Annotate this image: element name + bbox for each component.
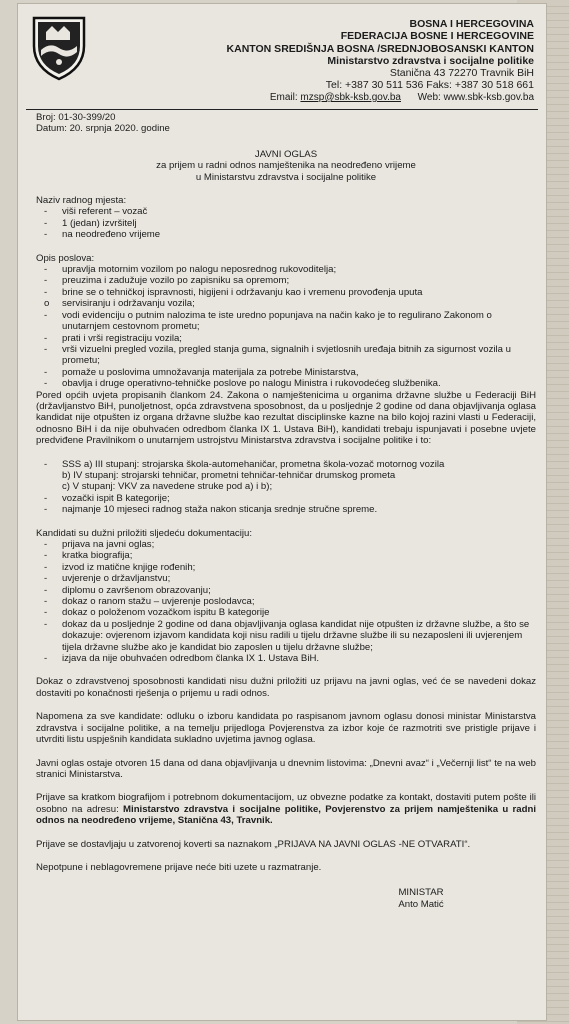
position-list bbox=[36, 206, 536, 240]
conditions-list bbox=[36, 459, 536, 516]
list-item: - 1 (jedan) izvršitelj bbox=[44, 217, 137, 229]
reference-number: Broj: 01-30-399/20 bbox=[36, 112, 116, 123]
incomplete-paragraph: Nepotpune i neblagovremene prijave neće biti uzete u razmatranje. bbox=[36, 861, 322, 873]
list-item: - najmanje 10 mjeseci radnog staža nakon sticanja srednje stručne spreme. bbox=[44, 504, 378, 516]
list-item: - pomaže u poslovima umnožavanja materijala za potrebe Ministarstva, bbox=[44, 366, 359, 378]
list-item: - vodi evidenciju o putnim nalozima te iste uredno popunjava na način kako je to regulirano Zakonom o unutarnjem cestovnom prometu; bbox=[44, 309, 492, 333]
header-line-phone: Tel: +387 30 511 536 Faks: +387 30 518 661 bbox=[325, 79, 534, 92]
duties-section bbox=[36, 253, 536, 390]
documents-label: Kandidati su dužni priložiti sljedeću dokumentaciju: bbox=[36, 527, 252, 539]
list-item: - izjava da nije obuhvaćen odredbom članka IX 1. Ustava BiH. bbox=[44, 653, 320, 665]
list-item: - obavlja i druge operativno-tehničke poslove po nalogu Ministra i rukovodećeg službenika. bbox=[44, 378, 441, 390]
header-line-country: BOSNA I HERCEGOVINA bbox=[409, 18, 534, 30]
list-item: - dokaz o ranom stažu – uvjerenje poslodavca; bbox=[44, 596, 255, 608]
list-item: - upravlja motornim vozilom po nalogu neposrednog rukovoditelja; bbox=[44, 264, 337, 276]
list-item: - dokaz o položenom vozačkom ispitu B kategorije bbox=[44, 607, 270, 619]
signature-title: MINISTAR bbox=[398, 887, 444, 899]
list-item: - vrši vizuelni pregled vozila, pregled stanja guma, signalnih i svjetlosnih uređaja bitnih za sigurnost vozila u prometu; bbox=[44, 343, 512, 367]
list-item: - prati i vrši registraciju vozila; bbox=[44, 332, 182, 344]
duties-list bbox=[36, 264, 536, 389]
conditions-intro: Pored općih uvjeta propisanih člankom 24. Zakona o namještenicima u organima državne službe u Federaciji BiH (državljanstvo BiH, punoljetnost, opća zdravstvena sposobnost, da u posljednje 2 godine od dana objavljivanja oglasa kandidat nije otpušten iz organa državne službe kao rezultat disciplinske kazne na bilo kojoj razini vlasti u Federaciji, odnosno BiH i da nije obuhvaćen odredbom članka IX 1. Ustava BiH), kandidati trebaju ispunjavati i posebne uvjete predviđene Pravilnikom o unutarnjem ustrojstvu Ministarstva zdravstva i socijalne politike i to: bbox=[36, 389, 536, 447]
header-contact-line bbox=[227, 92, 534, 104]
list-item: - brine se o tehničkoj ispravnosti, higijeni i održavanju kao i vremenu provođenja uputa bbox=[44, 286, 423, 298]
letterhead bbox=[18, 4, 546, 106]
signature-name: Anto Matić bbox=[398, 898, 444, 910]
email-link[interactable]: mzsp@sbk-ksb.gov.ba bbox=[300, 91, 401, 103]
list-item: - viši referent – vozač bbox=[44, 206, 148, 218]
reference-date: Datum: 20. srpnja 2020. godine bbox=[36, 123, 170, 135]
list-item: o servisiranju i održavanju vozila; bbox=[44, 298, 195, 310]
position-label: Naziv radnog mjesta: bbox=[36, 195, 127, 207]
envelope-paragraph: Prijave se dostavljaju u zatvorenoj koverti sa naznakom „PRIJAVA NA JAVNI OGLAS -NE OTVARATI“. bbox=[36, 838, 471, 850]
notice-title bbox=[36, 149, 536, 183]
list-item: - izvod iz matične knjige rođenih; bbox=[44, 561, 196, 573]
list-item: c) V stupanj: VKV za navedene struke pod a) i b); bbox=[62, 481, 273, 493]
email-label: Email: bbox=[269, 91, 298, 103]
submission-address: Ministarstvo zdravstva i socijalne politike, Povjerenstvo za prijem namještenika u radni odnos na neodređeno vrijeme, Stanična 43, Travnik. bbox=[36, 803, 536, 827]
submission-paragraph: Prijave sa kratkom biografijom i potrebnom dokumentacijom, uz obvezne podatke za kontakt, dostaviti putem pošte ili osobno na adresu: Ministarstvo zdravstva i socijalne politike, Povjerenstvo za prijem namještenika u radni odnos na neodređeno vrijeme, Stanična 43, Travnik. bbox=[36, 792, 536, 827]
documents-section bbox=[36, 528, 536, 665]
list-item: b) IV stupanj: strojarski tehničar, prometni tehničar-tehničar drumskog prometa bbox=[62, 469, 396, 481]
notice-body bbox=[36, 112, 536, 910]
notice-subtitle-2: u Ministarstvu zdravstva i socijalne politike bbox=[195, 171, 377, 183]
notice-sheet bbox=[18, 4, 546, 1020]
list-item: - vozački ispit B kategorije; bbox=[44, 492, 170, 504]
list-item: - SSS a) III stupanj: strojarska škola-automehaničar, prometna škola-vozač motornog vozila bbox=[44, 458, 445, 470]
open-period-paragraph: Javni oglas ostaje otvoren 15 dana od dana objavljivanja u dnevnim listovima: „Dnevni avaz“ i „Večernji list“ te na web stranici Ministarstva. bbox=[36, 757, 536, 780]
signature-block bbox=[36, 887, 536, 910]
list-item: - prijava na javni oglas; bbox=[44, 539, 155, 550]
position-section bbox=[36, 195, 536, 241]
duties-label: Opis poslova: bbox=[36, 252, 95, 264]
list-item: - na neodređeno vrijeme bbox=[44, 229, 161, 241]
notice-subtitle-1: za prijem u radni odnos namještenika na neodređeno vrijeme bbox=[156, 160, 416, 172]
list-item: - diplomu o završenom obrazovanju; bbox=[44, 584, 211, 596]
web-address: Web: www.sbk-ksb.gov.ba bbox=[417, 91, 534, 103]
list-item: - uvjerenje o državljanstvu; bbox=[44, 573, 171, 585]
note-paragraph: Napomena za sve kandidate: odluku o izboru kandidata po raspisanom javnom oglasu donosi ministar Ministarstva zdravstva i socijalne politike, a na temelju prijedloga Povjerenstva za izbor koje će razmotriti sve pristigle prijave i utvrditi listu uspješnih kandidata sukladno uvjetima javnog oglasa. bbox=[36, 711, 536, 746]
list-item: - preuzima i zadužuje vozilo po zapisniku sa opremom; bbox=[44, 275, 290, 287]
list-item: - dokaz da u posljednje 2 godine od dana objavljivanja oglasa kandidat nije otpušten iz državne službe, a što se dokazuje: ovjerenom izjavom kandidata koji nisu radili u tijelu državne službe ili su nezaposleni ili uvjerenjem tijela državne službe ako je kandidat bio zaposlen u tijelu državne službe; bbox=[44, 618, 530, 653]
header-divider bbox=[26, 109, 538, 110]
letterhead-text bbox=[227, 18, 534, 104]
header-line-canton: KANTON SREDIŠNJA BOSNA /SREDNJOBOSANSKI KANTON bbox=[226, 42, 534, 55]
header-line-ministry: Ministarstvo zdravstva i socijalne politike bbox=[327, 54, 534, 67]
header-line-federation: FEDERACIJA BOSNE I HERCEGOVINE bbox=[340, 30, 534, 43]
list-item: - kratka biografija; bbox=[44, 550, 133, 562]
reference-block bbox=[36, 112, 536, 135]
documents-list bbox=[36, 539, 536, 664]
notice-heading: JAVNI OGLAS bbox=[254, 148, 318, 160]
header-line-address: Stanična 43 72270 Travnik BiH bbox=[389, 67, 534, 80]
coat-of-arms-icon bbox=[30, 12, 88, 82]
health-paragraph: Dokaz o zdravstvenoj sposobnosti kandidati nisu dužni priložiti uz prijavu na javni oglas, već će se navedeni dokaz dostaviti po konačnosti rješenja o prijemu u radi odnos. bbox=[36, 676, 536, 699]
